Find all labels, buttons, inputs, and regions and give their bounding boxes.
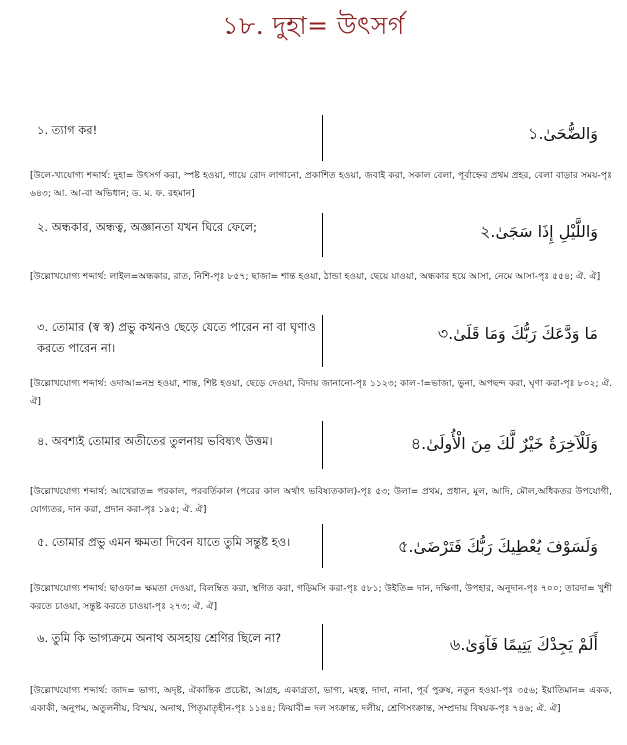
verse-arabic: وَالضُّحَىٰ.১	[527, 124, 598, 143]
word-meaning-note: [উল্লোখযোগ্য শব্দার্থ: লাইল=অন্ধকার, রাত, নিশি-পৃঃ ৮৫৭; ছাজা= শান্ত হওয়া, ঠান্ডা হওয়া, ছেয়ে যাওয়া, অন্ধকার হয়ে আসা, নেমে আসা-পৃঃ ৫৫৪; ঐ. ঐ]	[30, 271, 601, 282]
column-divider	[322, 524, 323, 568]
column-divider	[322, 421, 323, 469]
verse-arabic: وَاللَّيْلِ إِذَا سَجَىٰ.২	[479, 222, 598, 241]
column-divider	[322, 213, 323, 257]
word-meaning-note: [উল্লোখযোগ্য শব্দার্থ: ছাওফা= ক্ষমতা দেওয়া, বিলম্বিত করা, স্থগিত করা, গড়িমসি করা-পৃঃ ৫৮১; উইতি= দান, দক্ষিণা, উপহার, অনুদান-পৃঃ ৭০০; তারদা= খুশী করতে চাওয়া, সন্তুষ্ট করতে চাওয়া-পৃঃ ২৭৩; ঐ. ঐ]	[30, 583, 612, 612]
verse-arabic: وَلَلْآخِرَةُ خَيْرٌ لَّكَ مِنَ الْأُولَىٰ.৪	[410, 434, 598, 453]
verse-translation: ৬. তুমি কি ভাগ্যক্রমে অনাথ অসহায় শ্রেণির ছিলে না?	[37, 631, 282, 645]
column-divider	[322, 624, 323, 670]
verse-translation: ৩. তোমার (স্ব স্ব) প্রভু কখনও ছেড়ে যেতে পারেন না বা ঘৃণাও করতে পারেন না।	[37, 320, 316, 355]
word-meaning-note: [উল্লোখযোগ্য শব্দার্থ: ওদাআ=নম্র হওয়া, শান্ত, শিষ্ট হওয়া, ছেড়ে দেওয়া, বিদায় জানানো-পৃঃ ১১২৩; কাল-া=ভাজা, ভুনা, অপছন্দ করা, ঘৃণা করা-পৃঃ ৮০২; ঐ. ঐ]	[30, 378, 612, 407]
verse-translation: ৫. তোমার প্রভু এমন ক্ষমতা দিবেন যাতে তুমি সন্তুষ্ট হও।	[37, 535, 291, 549]
page-title: ১৮. দুহা= উৎসর্গ	[222, 11, 405, 40]
word-meaning-note: [উলে-খ্যযোগ্য শব্দার্থ: দুহা= উৎসর্গ করা, স্পষ্ট হওয়া, গায়ে রোদ লাগানো, প্রকাশিত হওয়া, জবাই করা, সকাল বেলা, পূর্বাহ্নের প্রথম প্রহর, বেলা বাড়ার সময়-পৃঃ ৬৪৩; আ. আ-বা অভিধান; ড. ম. ফ. রহমান]	[30, 170, 612, 199]
verse-translation: ৪. অবশ্যই তোমার অতীতের তুলনায় ভবিষ্যৎ উত্তম।	[37, 434, 273, 448]
word-meaning-note: [উল্লোখযোগ্য শব্দার্থ: আখেরাত= পরকাল, পরবর্তিকাল (পরের কাল অর্থাৎ ভবিষ্যতকাল)-পৃঃ ৫৩; উলা= প্রথম, প্রধান, মুল, আদি, মৌল,অধিকতর উপযোগী, যোগ্যতর, দান করা, প্রদান করা-পৃঃ ১৯৫; ঐ. ঐ]	[30, 486, 612, 515]
verse-arabic: مَا وَدَّعَكَ رَبُّكَ وَمَا قَلَىٰ.৩	[437, 324, 598, 343]
verse-arabic: أَلَمْ يَجِدْكَ يَتِيمًا فَآوَىٰ.৬	[449, 635, 598, 654]
word-meaning-note: [উল্লোখযোগ্য শব্দার্থ: জাদ= ভাগ্য, অদৃষ্ট, ঐকান্তিক প্রচেষ্টা, আগ্রহ, একাগ্রতা, ভাগ্য, মহত্ব, দাদা, নানা, পূর্ব পুরুষ, নতুন হওয়া-পৃঃ ৩৫৬; ইয়াতিমান= একক, একাকী, অনুপম, অতুলনীয়, বিস্ময়, অনাথ, পিতৃমাতৃহীন-পৃঃ ১১৪৪; ফিয়াবী= দল সংক্রান্ত, দলীয়, শ্রেণিসংক্রান্ত, সম্প্রদায় বিষয়ক-পৃঃ ৭৪৬; ঐ. ঐ]	[30, 685, 612, 714]
column-divider	[322, 315, 323, 367]
verse-translation: ১. ত্যাগ কর!	[37, 123, 98, 137]
verse-arabic: وَلَسَوْفَ يُعْطِيكَ رَبُّكَ فَتَرْضَىٰ.৫	[398, 537, 598, 556]
verse-translation: ২. অন্ধকার, অন্ধত্ব, অজ্ঞানতা যখন ঘিরে ফেলে;	[37, 220, 258, 234]
column-divider	[322, 115, 323, 161]
